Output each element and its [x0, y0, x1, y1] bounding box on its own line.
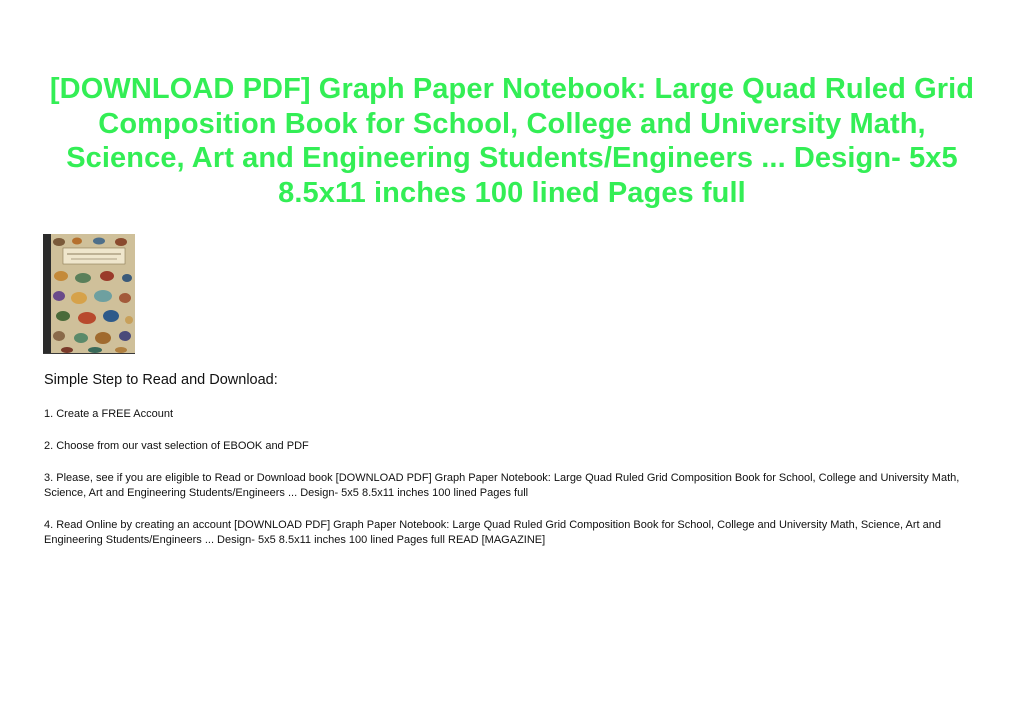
step-4-text: 4. Read Online by creating an account [DOWNLOAD PDF] Graph Paper Notebook: Large Quad Ruled Grid Composition Book for School, College and University Math, Science, Art and Engineering Students/Engineers ... Design- 5x5 8.5x11 inches 100 lined Pages full READ [MAGAZINE] [44, 519, 941, 546]
download-instructions [44, 372, 984, 565]
step-3-text: 3. Please, see if you are eligible to Read or Download book [DOWNLOAD PDF] Graph Paper Notebook: Large Quad Ruled Grid Composition Book for School, College and University Math, Science, Art and Engineering Students/Engineers ... Design- 5x5 8.5x11 inches 100 lined Pages full [44, 472, 960, 499]
step-2-text: 2. Choose from our vast selection of EBOOK and PDF [44, 440, 309, 452]
book-cover-image[interactable] [43, 234, 135, 354]
book-cover-butterflies-image [43, 234, 135, 354]
page-title: [DOWNLOAD PDF] Graph Paper Notebook: Large Quad Ruled Grid Composition Book for School, College and University Math, Science, Art and Engineering Students/Engineers ... Design- 5x5 8.5x11 inches 100 lined Pages full [49, 73, 975, 209]
instructions-heading: Simple Step to Read and Download: [44, 372, 278, 388]
step-1-text: 1. Create a FREE Account [44, 408, 174, 420]
